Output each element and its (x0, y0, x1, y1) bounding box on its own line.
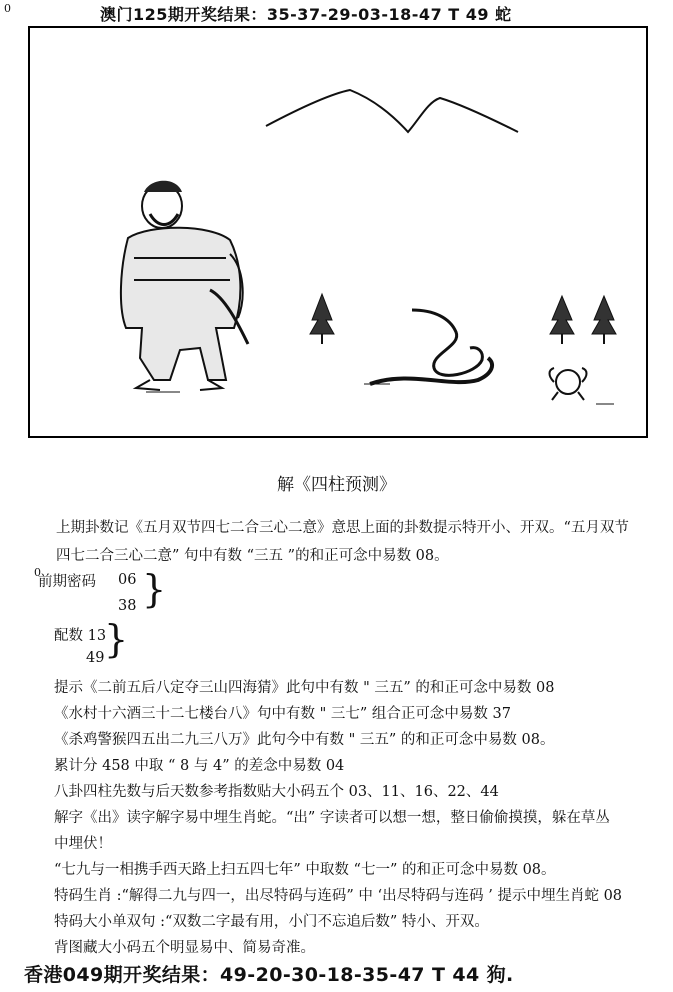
previous-code-label: 前期密码 (38, 574, 96, 590)
hint-line: 累计分 458 中取 “ 8 与 4” 的差念中易数 04 (54, 758, 345, 774)
paragraph-line-1: 上期卦数记《五月双节四七二合三心二意》意思上面的卦数提示特开小、开双。“五月双节 (56, 520, 629, 536)
pair-numbers-second: 49 (86, 650, 105, 666)
brace-symbol: } (104, 617, 129, 661)
brace-symbol: } (142, 567, 167, 611)
hint-line: 解字《出》读字解字易中埋生肖蛇。“出” 字读者可以想一想，整日偷偷摸摸，躲在草丛 (54, 810, 610, 826)
tree-center (310, 294, 334, 344)
previous-code-value-2: 38 (118, 598, 137, 614)
paragraph-line-2: 四七二合三心二意” 句中有数 “三五 ”的和正可念中易数 08。 (56, 548, 449, 564)
macau-result-header: 澳门125期开奖结果：35-37-29-03-18-47 T 49 蛇 (100, 5, 512, 24)
tree-right-2 (592, 296, 616, 344)
illustration (30, 28, 646, 436)
section-title: 解《四柱预测》 (277, 475, 396, 495)
illustration-frame (28, 26, 648, 438)
hint-line: 背图藏大小码五个明显易中、简易奇准。 (54, 940, 315, 956)
crab-figure (550, 368, 615, 404)
pair-numbers-label: 配数 13 (54, 628, 107, 644)
hint-line: 提示《二前五后八定夺三山四海猜》此句中有数 " 三五” 的和正可念中易数 08 (54, 680, 555, 696)
hint-line: 《水村十六酒三十二七楼台八》句中有数 " 三七” 组合正可念中易数 37 (54, 706, 511, 722)
corner-mark-top: 0 (4, 2, 11, 15)
hint-line: 特码生肖 :“解得二九与四一，出尽特码与连码” 中 ‘出尽特码与连码 ’ 提示中埋生肖蛇 08 (54, 888, 623, 904)
hint-line: 特码大小单双句 :“双数二字最有用，小门不忘追后数” 特小、开双。 (54, 914, 489, 930)
hint-line: 《杀鸡警猴四五出二九三八万》此句今中有数 " 三五” 的和正可念中易数 08。 (54, 732, 555, 748)
hint-line: “七九与一相携手西天路上扫五四七年” 中取数 “七一” 的和正可念中易数 08。 (54, 862, 556, 878)
tree-right-1 (550, 296, 574, 344)
corner-mark-middle: 0 (34, 566, 41, 579)
mountain-outline (266, 90, 518, 132)
previous-code-value-1: 06 (118, 572, 137, 588)
warrior-figure (121, 181, 248, 392)
hint-line: 八卦四柱先数与后天数参考指数贴大小码五个 03、11、16、22、44 (54, 784, 499, 800)
hongkong-result-footer: 香港049期开奖结果：49-20-30-18-35-47 T 44 狗. (24, 964, 514, 986)
hint-line: 中埋伏！ (54, 836, 112, 852)
snake-drawing (364, 310, 492, 384)
